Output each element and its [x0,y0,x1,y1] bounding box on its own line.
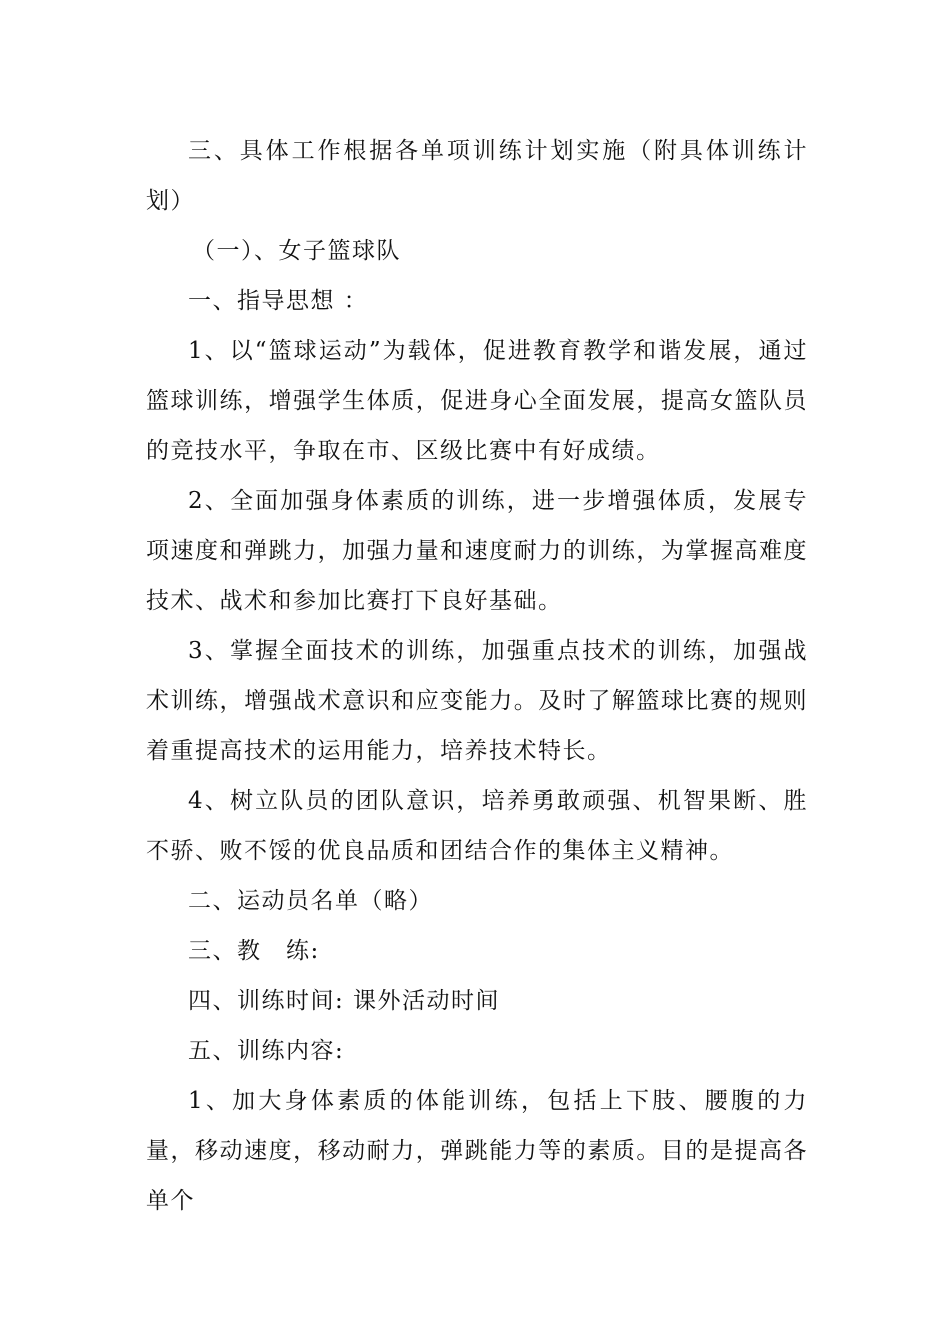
heading-training-time: 四、训练时间: 课外活动时间 [188,988,501,1014]
subsection-heading-girls-basketball: （一）、女子篮球队 [192,238,401,264]
paragraph-point-1: 1、以“篮球运动”为载体，促进教育教学和谐发展，通过篮球训练，增强学生体质，促进身心全面发展，提高女篮队员的竞技水平，争取在市、区级比赛中有好成绩。 [146,338,808,464]
heading-coach: 三、教 练: [188,938,320,964]
paragraph-point-3: 3、掌握全面技术的训练，加强重点技术的训练，加强战术训练，增强战术意识和应变能力。及时了解篮球比赛的规则着重提高技术的运用能力，培养技术特长。 [146,638,808,764]
paragraph-point-2: 2、全面加强身体素质的训练，进一步增强体质，发展专项速度和弹跳力，加强力量和速度耐力的训练，为掌握高难度技术、战术和参加比赛打下良好基础。 [146,488,808,614]
heading-training-content: 五、训练内容: [188,1038,345,1064]
heading-athlete-list: 二、运动员名单（略） [188,888,433,914]
section-heading-implementation: 三、具体工作根据各单项训练计划实施（附具体训练计划） [146,138,808,214]
paragraph-training-content-1: 1、加大身体素质的体能训练，包括上下肢、腰腹的力量，移动速度，移动耐力，弹跳能力等的素质。目的是提高各单个 [146,1088,808,1214]
heading-guiding-ideology: 一、指导思想 ： [188,288,369,314]
document-body [146,126,808,1226]
paragraph-point-4: 4、树立队员的团队意识，培养勇敢顽强、机智果断、胜不骄、败不馁的优良品质和团结合作的集体主义精神。 [146,788,808,864]
